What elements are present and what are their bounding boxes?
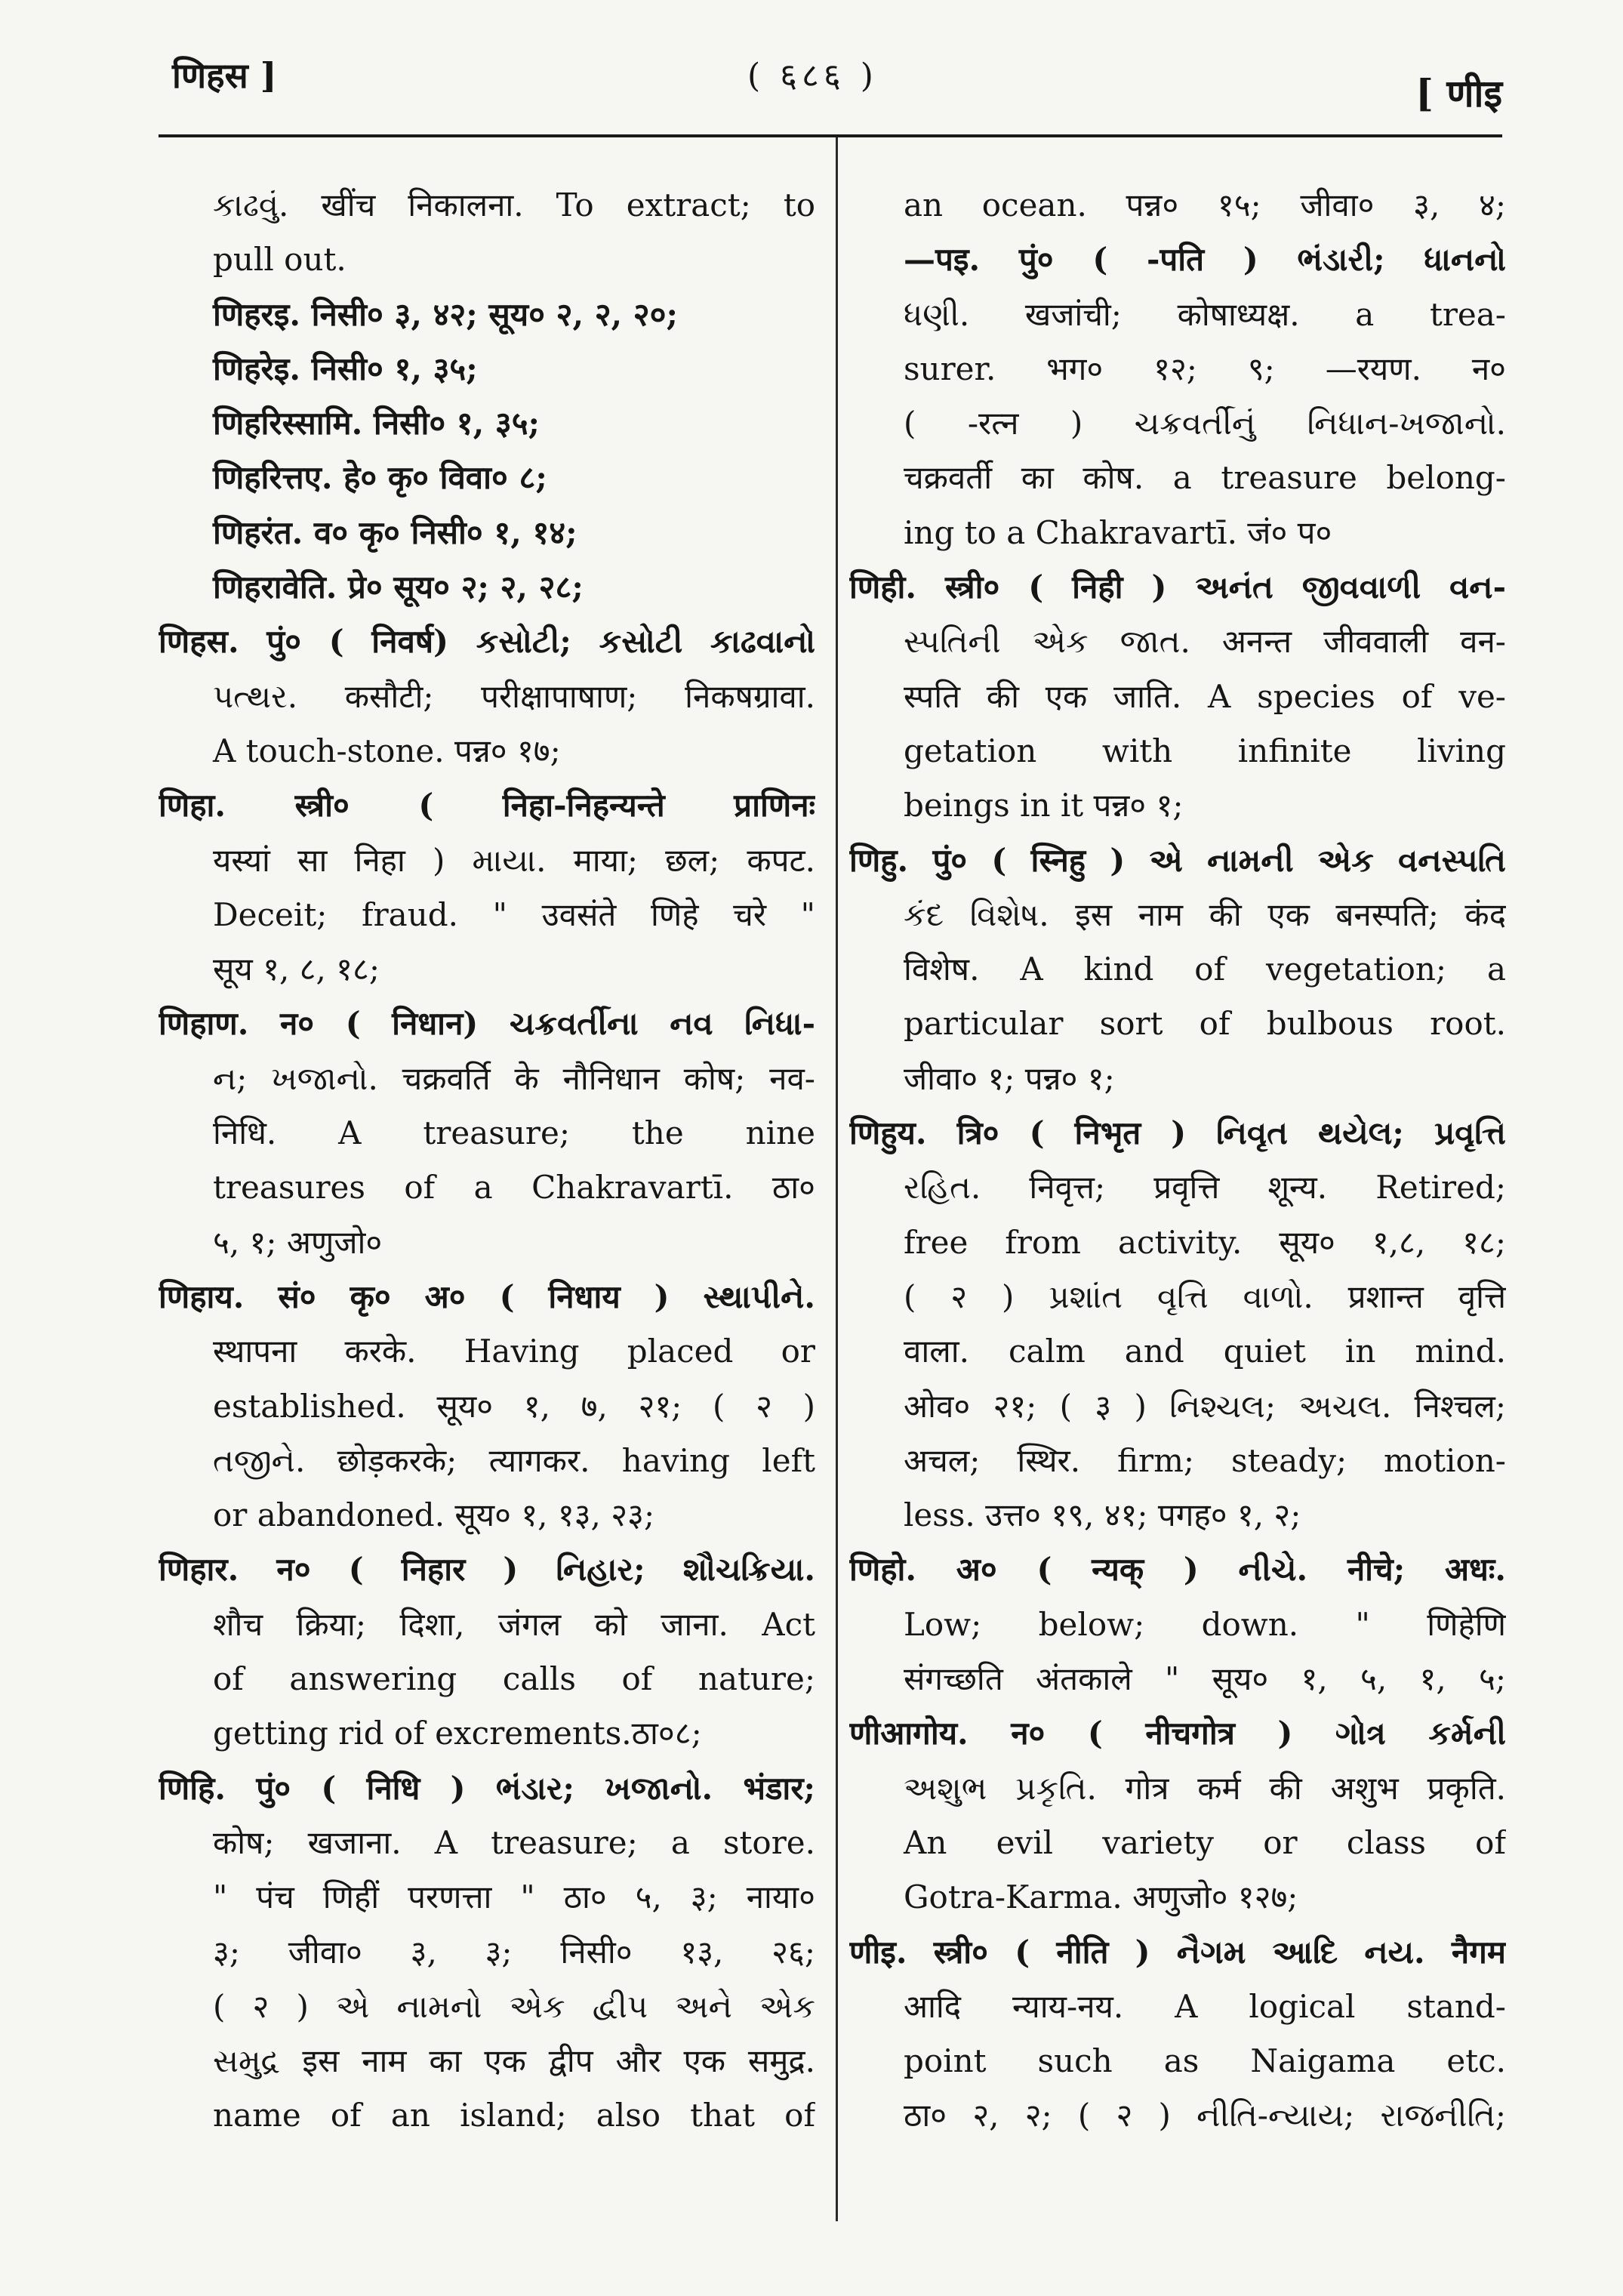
text-line: Deceit; fraud. " उवसंते णिहे चरे " (213, 895, 815, 933)
column-divider (836, 137, 838, 2221)
text-line: કંદ વિશેષ. इस नाम की एक बनस्पति; कंद (904, 895, 1506, 933)
text-line: established. सूय० १, ७, २१; ( २ ) (213, 1387, 815, 1425)
text-line: ( २ ) એ નામનો એક દ્વીપ અને એક (213, 1987, 815, 2025)
text-line: ing to a Chakravartī. जं० प० (904, 513, 1332, 551)
header-left-guideword: णिहस ] (172, 55, 277, 96)
left-column (159, 178, 815, 2143)
text-line: less. उत्त० १९, ४१; पगह० १, २; (904, 1496, 1301, 1534)
text-line: particular sort of bulbous root. (904, 1005, 1506, 1043)
text-line: जीवा० १; पन्न० १; (904, 1059, 1115, 1097)
text-line: कोष; खजाना. A treasure; a store. (213, 1823, 815, 1861)
text-line: An evil variety or class of (904, 1823, 1506, 1861)
text-line: point such as Naigama etc. (904, 2042, 1506, 2080)
text-line: or abandoned. सूय० १, १३, २३; (213, 1496, 655, 1534)
text-line: ન; ખજાનો. चक्रवर्ति के नौनिधान कोष; नव- (213, 1059, 815, 1097)
sub-entry: —पइ. पुं० ( -पति ) ભંડારી; ધાનનો (904, 241, 1506, 279)
text-line: getation with infinite living (904, 732, 1506, 769)
page-header (159, 36, 1502, 119)
right-column (849, 178, 1506, 2143)
text-line: સ્પતિની એક જાત. अनन्त जीववाली वन- (904, 623, 1506, 661)
text-line: विशेष. A kind of vegetation; a (904, 951, 1506, 988)
text-line: of answering calls of nature; (213, 1660, 815, 1698)
text-line: an ocean. पन्न० १५; जीवा० ३, ४; (904, 186, 1506, 223)
text-line: संगच्छति अंतकाले " सूय० १, ५, १, ५; (904, 1660, 1506, 1698)
header-rule (159, 134, 1502, 137)
text-line: pull out. (213, 241, 346, 279)
text-line: કાઢવું. खींच निकालना. To extract; to (213, 186, 815, 223)
sub-entry: णिहरित्तए. हे० कृ० विवा० ८; (213, 459, 547, 497)
sub-entry: णिहरिस्सामि. निसी० १, ३५; (213, 405, 540, 442)
entry-headword-line: णिहाय. सं० कृ० अ० ( निधाय ) સ્થાપીને. (159, 1277, 815, 1315)
text-line: स्थापना करके. Having placed or (213, 1333, 815, 1370)
text-line: ( -रत्न ) ચક્રવર્તીનું નિધાન-ખજાનો. (904, 405, 1506, 442)
text-line: beings in it पन्न० १; (904, 787, 1184, 824)
sub-entry: णिहरइ. निसी० ३, ४२; सूय० २, २, २०; (213, 295, 678, 333)
text-line: आदि न्याय-नय. A logical stand- (904, 1987, 1506, 2025)
text-line: Gotra-Karma. अणुजो० १२७; (904, 1878, 1298, 1916)
text-line: પત્થર. कसौटी; परीक्षापाषाण; निकषग्रावा. (213, 677, 815, 715)
text-line: અશુભ પ્રકૃતિ. गोत्र कर्म की अशुभ प्रकृति. (904, 1769, 1506, 1807)
text-line: वाला. calm and quiet in mind. (904, 1333, 1506, 1370)
text-line: " पंच णिहीं परणत्ता " ठा० ५, ३; नाया० (213, 1878, 815, 1916)
text-line: ધણી. खजांची; कोषाध्यक्ष. a trea- (904, 295, 1506, 333)
text-line: ओव० २१; ( ३ ) નિશ્ચલ; અચલ. निश्चल; (904, 1387, 1506, 1425)
sub-entry: णिहरंत. व० कृ० निसी० १, १४; (213, 513, 577, 551)
text-line: ठा० २, २; ( २ ) નીતિ-ન્યાય; રાજનીતિ; (904, 2097, 1506, 2134)
text-line: स्पति की एक जाति. A species of ve- (904, 677, 1506, 715)
entry-headword-line: णिही. स्त्री० ( निही ) અનંત જીવવાળી વન- (849, 569, 1506, 606)
text-line: निधि. A treasure; the nine (213, 1114, 815, 1152)
text-line: सूय १, ८, १८; (213, 951, 380, 988)
text-line: यस्यां सा निहा ) માયા. माया; छल; कपट. (213, 841, 815, 879)
text-line: રહિત. निवृत्त; प्रवृत्ति शून्य. Retired; (904, 1169, 1506, 1207)
entry-headword-line: णिहि. पुं० ( निधि ) ભંડાર; ખજાનો. भंडार; (159, 1769, 815, 1807)
text-line: getting rid of excrements.ठा०८; (213, 1715, 702, 1752)
text-line: treasures of a Chakravartī. ठा० (213, 1169, 815, 1207)
entry-headword-line: णिहो. अ० ( न्यक् ) નીચે. नीचे; अधः. (849, 1551, 1506, 1589)
text-line: अचल; स्थिर. firm; steady; motion- (904, 1441, 1506, 1479)
entry-headword-line: णीइ. स्त्री० ( नीति ) નૈગમ આદિ નય. नैगम (849, 1933, 1506, 1971)
entry-headword-line: णिहु. पुं० ( स्निहु ) એ નામની એક વનસ્પતિ (849, 841, 1506, 879)
entry-headword-line: णिहार. न० ( निहार ) નિહાર; શૌચક્રિયા. (159, 1551, 815, 1589)
text-line: surer. भग० १२; ९; —रयण. न० (904, 350, 1506, 387)
text-line: Low; below; down. " णिहेणि (904, 1605, 1506, 1643)
text-line: ( २ ) પ્રશાંત વૃત્તિ વાળો. प्रशान्त वृत्ति (904, 1277, 1506, 1315)
text-line: name of an island; also that of (213, 2097, 815, 2134)
text-line: ३; जीवा० ३, ३; निसी० १३, २६; (213, 1933, 815, 1971)
sub-entry: णिहरेइ. निसी० १, ३५; (213, 350, 478, 387)
entry-headword-line: णिहा. स्त्री० ( निहा-निहन्यन्ते प्राणिनः (159, 787, 815, 824)
entry-headword-line: णीआगोय. न० ( नीचगोत्र ) ગોત્ર કર્મની (849, 1715, 1506, 1752)
entry-headword-line: णिहस. पुं० ( निवर्ष) કસોટી; કસોટી કાઢવાનો (159, 623, 815, 661)
entry-headword-line: णिहाण. न० ( निधान) ચક્રવર્તીના નવ નિધા- (159, 1005, 815, 1043)
text-line: તજીને. छोड़करके; त्यागकर. having left (213, 1441, 815, 1479)
text-line: સમુદ્ર इस नाम का एक द्वीप और एक समुद्र. (213, 2042, 815, 2080)
header-right-guideword: [ णीइ (1415, 71, 1502, 116)
text-line: A touch-stone. पन्न० १७; (213, 732, 561, 769)
entry-headword-line: णिहुय. त्रि० ( निभृत ) નિવૃત થયેલ; પ્રવૃત્તિ (849, 1114, 1506, 1152)
sub-entry: णिहरावेति. प्रे० सूय० २; २, २८; (213, 569, 584, 606)
page-number: ( ६८६ ) (747, 57, 878, 95)
text-line: ५, १; अणुजो० (213, 1223, 383, 1261)
text-line: शौच क्रिया; दिशा, जंगल को जाना. Act (213, 1605, 815, 1643)
text-line: चक्रवर्ती का कोष. a treasure belong- (904, 459, 1506, 497)
text-line: free from activity. सूय० १,८, १८; (904, 1223, 1506, 1261)
